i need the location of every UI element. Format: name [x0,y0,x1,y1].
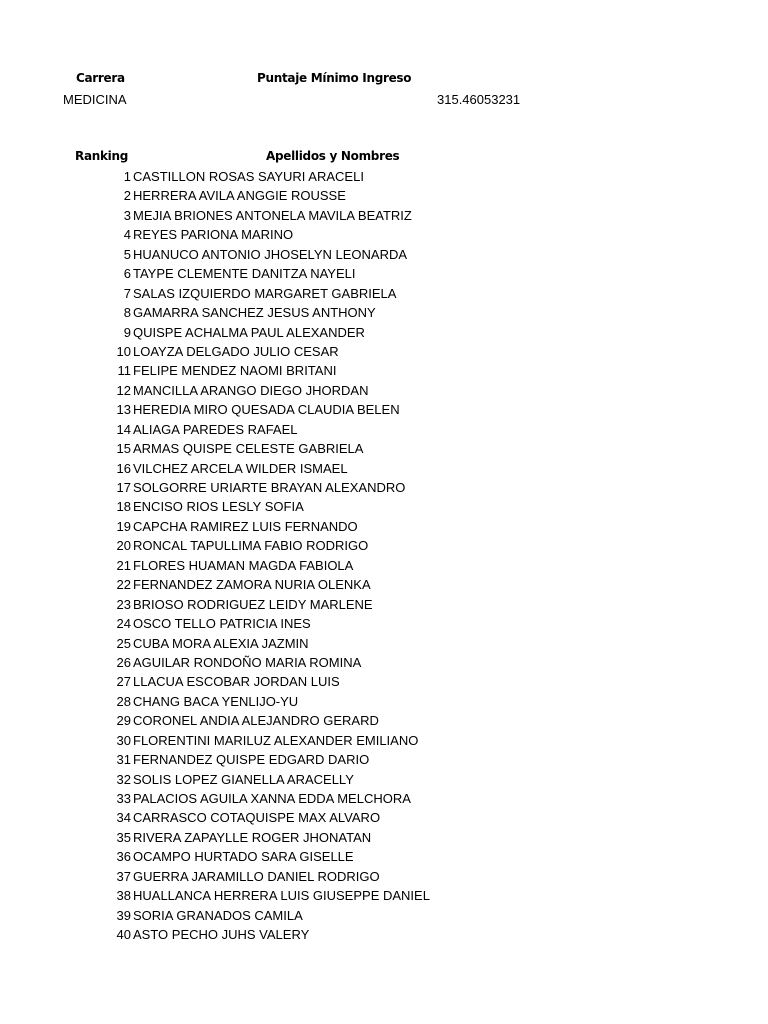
student-name: SALAS IZQUIERDO MARGARET GABRIELA [133,285,397,301]
table-row [0,264,768,283]
table-row [0,731,768,750]
student-name: PALACIOS AGUILA XANNA EDDA MELCHORA [133,791,411,806]
table-row [0,886,768,905]
table-row [0,828,768,847]
rank-number: 31 [116,752,131,768]
student-name: FERNANDEZ ZAMORA NURIA OLENKA [133,577,371,593]
student-name: GAMARRA SANCHEZ JESUS ANTHONY [133,305,376,321]
table-row [0,847,768,866]
rank-number: 1 [123,169,131,184]
rank-number: 27 [116,674,131,690]
ranking-column-header: Ranking [75,149,129,163]
rank-number: 35 [116,829,131,845]
carrera-header: Carrera [76,71,125,85]
rank-number: 11 [117,363,131,379]
student-name: ASTO PECHO JUHS VALERY [133,927,310,943]
rank-number: 8 [123,305,131,321]
rank-number: 5 [123,246,131,262]
ranking-list [0,167,768,945]
table-row [0,808,768,827]
student-name: CARRASCO COTAQUISPE MAX ALVARO [133,810,381,826]
carrera-value: MEDICINA [63,92,127,107]
rank-number: 28 [116,693,131,709]
rank-number: 25 [116,635,131,651]
student-name: FELIPE MENDEZ NAOMI BRITANI [133,363,337,379]
rank-number: 37 [116,868,131,884]
student-name: CUBA MORA ALEXIA JAZMIN [133,635,309,651]
table-row [0,789,768,808]
table-row [0,342,768,361]
table-row [0,692,768,711]
table-row [0,653,768,672]
rank-number: 30 [116,732,131,748]
rank-number: 26 [116,654,131,670]
table-row [0,750,768,769]
student-name: HEREDIA MIRO QUESADA CLAUDIA BELEN [133,402,400,418]
table-row [0,517,768,536]
student-name: MANCILLA ARANGO DIEGO JHORDAN [133,382,369,398]
rank-number: 38 [116,888,131,904]
student-name: TAYPE CLEMENTE DANITZA NAYELI [133,266,356,282]
student-name: HUANUCO ANTONIO JHOSELYN LEONARDA [133,246,408,262]
rank-number: 29 [116,713,131,729]
student-name: OSCO TELLO PATRICIA INES [133,616,311,632]
rank-number: 24 [116,616,131,632]
student-name: MEJIA BRIONES ANTONELA MAVILA BEATRIZ [133,207,412,223]
table-row [0,323,768,342]
table-row [0,167,768,186]
rank-number: 36 [116,849,131,865]
table-row [0,575,768,594]
rank-number: 17 [116,480,131,495]
student-name: SORIA GRANADOS CAMILA [133,907,303,923]
rank-number: 23 [116,596,131,612]
table-row [0,303,768,322]
student-name: LOAYZA DELGADO JULIO CESAR [133,343,339,359]
student-name: REYES PARIONA MARINO [133,227,294,243]
table-row [0,400,768,419]
table-row [0,439,768,458]
student-name: CHANG BACA YENLIJO-YU [133,693,299,709]
rank-number: 15 [116,441,131,457]
rank-number: 40 [116,927,131,943]
table-row [0,497,768,516]
student-name: CASTILLON ROSAS SAYURI ARACELI [133,169,364,184]
student-name: CAPCHA RAMIREZ LUIS FERNANDO [133,518,358,534]
rank-number: 32 [116,771,131,787]
rank-number: 33 [116,791,131,806]
table-row [0,925,768,944]
student-name: SOLGORRE URIARTE BRAYAN ALEXANDRO [133,480,406,495]
rank-number: 18 [116,499,131,515]
rank-number: 2 [123,188,131,204]
table-row [0,206,768,225]
table-row [0,381,768,400]
student-name: FLORENTINI MARILUZ ALEXANDER EMILIANO [133,732,419,748]
student-name: RIVERA ZAPAYLLE ROGER JHONATAN [133,829,372,845]
student-name: RONCAL TAPULLIMA FABIO RODRIGO [133,538,369,554]
rank-number: 22 [116,577,131,593]
rank-number: 9 [123,324,131,340]
puntaje-value: 315.46053231 [437,92,521,107]
student-name: SOLIS LOPEZ GIANELLA ARACELLY [133,771,354,787]
table-row [0,459,768,478]
table-row [0,536,768,555]
student-name: QUISPE ACHALMA PAUL ALEXANDER [133,324,365,340]
rank-number: 12 [116,382,131,398]
table-row [0,614,768,633]
student-name: ARMAS QUISPE CELESTE GABRIELA [133,441,364,457]
rank-number: 34 [116,810,131,826]
rank-number: 7 [123,285,131,301]
table-row [0,186,768,205]
table-row [0,867,768,886]
table-row [0,672,768,691]
table-row [0,478,768,497]
student-name: VILCHEZ ARCELA WILDER ISMAEL [133,460,348,476]
student-name: LLACUA ESCOBAR JORDAN LUIS [133,674,340,690]
names-column-header: Apellidos y Nombres [266,149,400,163]
table-row [0,225,768,244]
rank-number: 39 [116,907,131,923]
student-name: FERNANDEZ QUISPE EDGARD DARIO [133,752,370,768]
rank-number: 6 [123,266,131,282]
table-row [0,770,768,789]
student-name: ENCISO RIOS LESLY SOFIA [133,499,304,515]
rank-number: 20 [116,538,131,554]
student-name: OCAMPO HURTADO SARA GISELLE [133,849,354,865]
rank-number: 10 [116,343,131,359]
rank-number: 21 [116,557,131,573]
rank-number: 13 [116,402,131,418]
table-row [0,420,768,439]
rank-number: 14 [116,421,131,437]
table-row [0,361,768,380]
table-row [0,906,768,925]
student-name: ALIAGA PAREDES RAFAEL [133,421,298,437]
puntaje-header: Puntaje Mínimo Ingreso [257,71,412,85]
table-row [0,556,768,575]
student-name: HERRERA AVILA ANGGIE ROUSSE [133,188,346,204]
student-name: BRIOSO RODRIGUEZ LEIDY MARLENE [133,596,373,612]
student-name: GUERRA JARAMILLO DANIEL RODRIGO [133,868,380,884]
table-row [0,634,768,653]
table-row [0,595,768,614]
student-name: HUALLANCA HERRERA LUIS GIUSEPPE DANIEL [133,888,430,904]
rank-number: 16 [116,460,131,476]
student-name: CORONEL ANDIA ALEJANDRO GERARD [133,713,379,729]
table-row [0,245,768,264]
rank-number: 19 [116,518,131,534]
rank-number: 4 [123,227,131,243]
table-row [0,284,768,303]
student-name: FLORES HUAMAN MAGDA FABIOLA [133,557,354,573]
rank-number: 3 [123,207,131,223]
table-row [0,711,768,730]
student-name: AGUILAR RONDOÑO MARIA ROMINA [133,654,362,670]
